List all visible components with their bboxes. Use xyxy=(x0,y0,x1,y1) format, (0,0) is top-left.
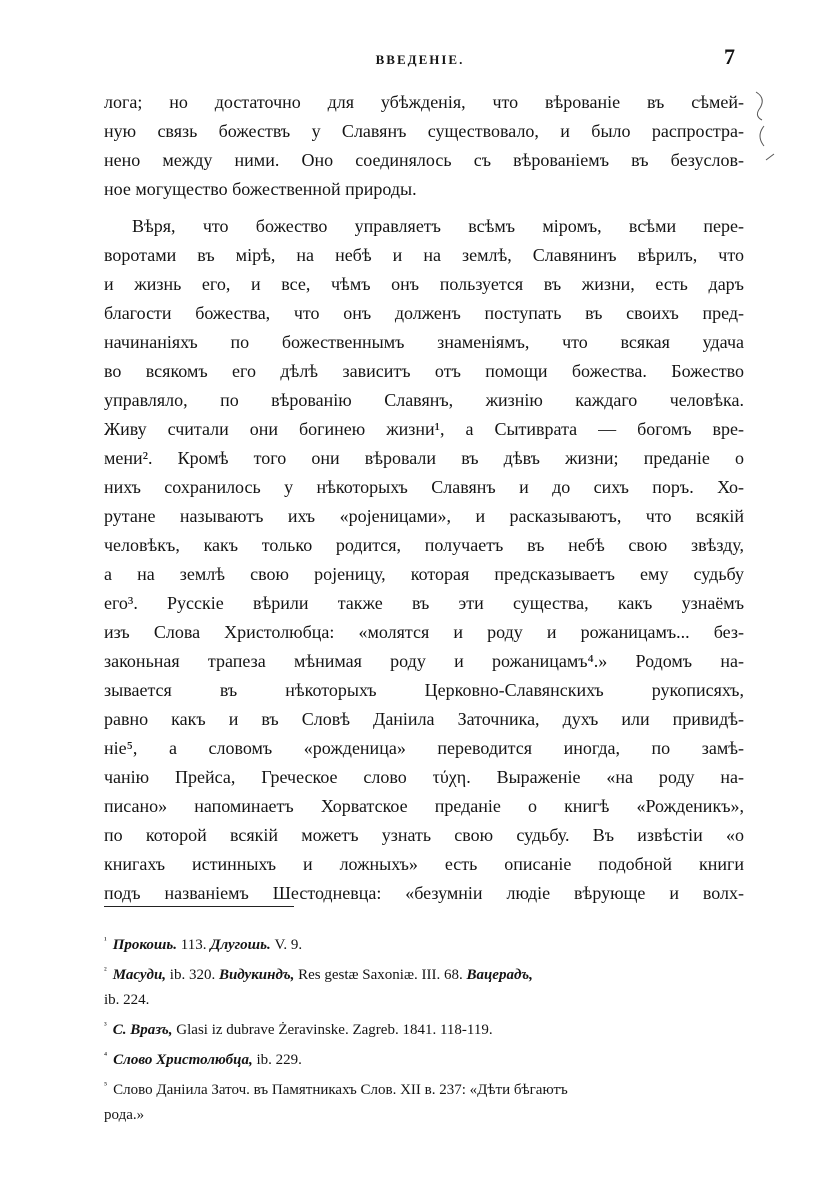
text-line: и жизнь его, и все, чѣмъ онъ пользуется въ жизни, есть даръ xyxy=(104,274,744,294)
text-line: нихъ сохранилось у нѣкоторыхъ Славянъ и до сихъ поръ. Хо- xyxy=(104,477,744,497)
footnote-divider xyxy=(104,906,294,907)
footnote-author: Прокошь. xyxy=(112,937,178,953)
footnote-2 xyxy=(104,958,744,988)
text-line: мени². Кромѣ того они вѣровали въ дѣвъ жизни; преданіе о xyxy=(104,448,744,468)
footnote-text: ib. 320. xyxy=(169,967,216,983)
footnote-text: V. 9. xyxy=(274,937,303,953)
footnotes xyxy=(104,928,744,1128)
footnote-author: Слово Христолюбца, xyxy=(113,1052,253,1068)
footnote-5-continued xyxy=(104,1103,744,1128)
text-line: логa; но достаточно для убѣжденія, что вѣрованіе въ сѣмей- xyxy=(104,92,744,112)
text-line: подъ названіемъ Шестодневца: «безумніи людіе вѣрующе и волх- xyxy=(104,883,744,903)
main-text xyxy=(104,88,744,908)
text-line: начинаніяхъ по божественнымъ знаменіямъ, что всякая удача xyxy=(104,332,744,352)
text-line: а на землѣ свою роjеницу, которая предсказываетъ ему судьбу xyxy=(104,564,744,584)
text-line: законьная трапеза мѣнимая роду и рожаницамъ⁴.» Родомъ на- xyxy=(104,651,744,671)
text-line: человѣкъ, какъ только родится, получаетъ въ небѣ свою звѣзду, xyxy=(104,535,744,555)
text-line: управляло, по вѣрованію Славянъ, жизнію каждаго человѣка. xyxy=(104,390,744,410)
footnote-1 xyxy=(104,928,744,958)
footnote-3 xyxy=(104,1013,744,1043)
footnote-marker: ² xyxy=(104,965,107,975)
text-line: изъ Слова Христолюбца: «молятся и роду и рожаницамъ... без- xyxy=(104,622,744,642)
footnote-text: Glasi iz dubrave Żeravinske. Zagreb. 1841. 118-119. xyxy=(176,1022,493,1038)
footnote-4 xyxy=(104,1043,744,1073)
text-line: ніе⁵, а словомъ «рожденица» переводится иногда, по замѣ- xyxy=(104,738,744,758)
paragraph-start-line: Вѣря, что божество управляетъ всѣмъ міромъ, всѣми пере- xyxy=(132,216,744,236)
text-line: во всякомъ его дѣлѣ зависитъ отъ помощи божества. Божество xyxy=(104,361,744,381)
text-line: нено между ними. Оно соединялось съ вѣрованіемъ въ безуслов- xyxy=(104,150,744,170)
footnote-marker: ⁴ xyxy=(104,1050,108,1060)
footnote-marker: ¹ xyxy=(104,935,107,945)
text-line: его³. Русскіе вѣрили также въ эти существа, какъ узнаёмъ xyxy=(104,593,744,613)
text-line: благости божества, что онъ долженъ поступать въ своихъ пред- xyxy=(104,303,744,323)
footnote-2-continued xyxy=(104,988,744,1013)
footnote-text: Слово Даніила Заточ. въ Памятникахъ Слов. XII в. 237: «Дѣти бѣгаютъ xyxy=(113,1082,568,1098)
footnote-author: С. Вразъ, xyxy=(112,1022,173,1038)
page-number: 7 xyxy=(724,44,735,69)
footnote-text: ib. 229. xyxy=(256,1052,302,1068)
text-line: книгахъ истинныхъ и ложныхъ» есть описаніе подобной книги xyxy=(104,854,744,874)
footnote-author: Масуди, xyxy=(112,967,167,983)
text-line: воротами въ мірѣ, на небѣ и на землѣ, Славянинъ вѣрилъ, что xyxy=(104,245,744,265)
text-line: писано» напоминаетъ Хорватское преданіе о книгѣ «Рожденикъ», xyxy=(104,796,744,816)
footnote-text: рода.» xyxy=(104,1107,145,1123)
footnote-5 xyxy=(104,1073,744,1103)
text-line: зывается въ нѣкоторыхъ Церковно-Славянскихъ рукописяхъ, xyxy=(104,680,744,700)
footnote-author: Видукиндъ, xyxy=(218,967,295,983)
footnote-text: 113. xyxy=(180,937,207,953)
footnote-marker: ⁵ xyxy=(104,1080,108,1090)
footnote-author: Длугошь. xyxy=(210,937,271,953)
text-line: ное могущество божественной природы. xyxy=(104,179,417,199)
footnote-marker: ³ xyxy=(104,1020,107,1030)
text-line: рутане называютъ ихъ «роjеницами», и расказываютъ, что всякій xyxy=(104,506,744,526)
running-title: ВВЕДЕНІЕ. xyxy=(375,52,465,67)
footnote-author: Вацерадъ, xyxy=(466,967,533,983)
margin-bracket-annotation xyxy=(752,90,792,170)
text-line: чанію Прейса, Греческое слово τύχη. Выраженіе «на роду на- xyxy=(104,767,744,787)
text-line: ную связь божествъ у Славянъ существовало, и было распростра- xyxy=(104,121,744,141)
text-line: по которой всякій можетъ узнать свою судьбу. Въ извѣстіи «о xyxy=(104,825,744,845)
footnote-text: Res gestæ Saxoniæ. III. 68. xyxy=(298,967,463,983)
text-line: равно какъ и въ Словѣ Даніила Заточника, духъ или привидѣ- xyxy=(104,709,744,729)
text-line: Живу считали они богинею жизни¹, а Сытиврата — богомъ вре- xyxy=(104,419,744,439)
footnote-text: ib. 224. xyxy=(104,992,150,1008)
